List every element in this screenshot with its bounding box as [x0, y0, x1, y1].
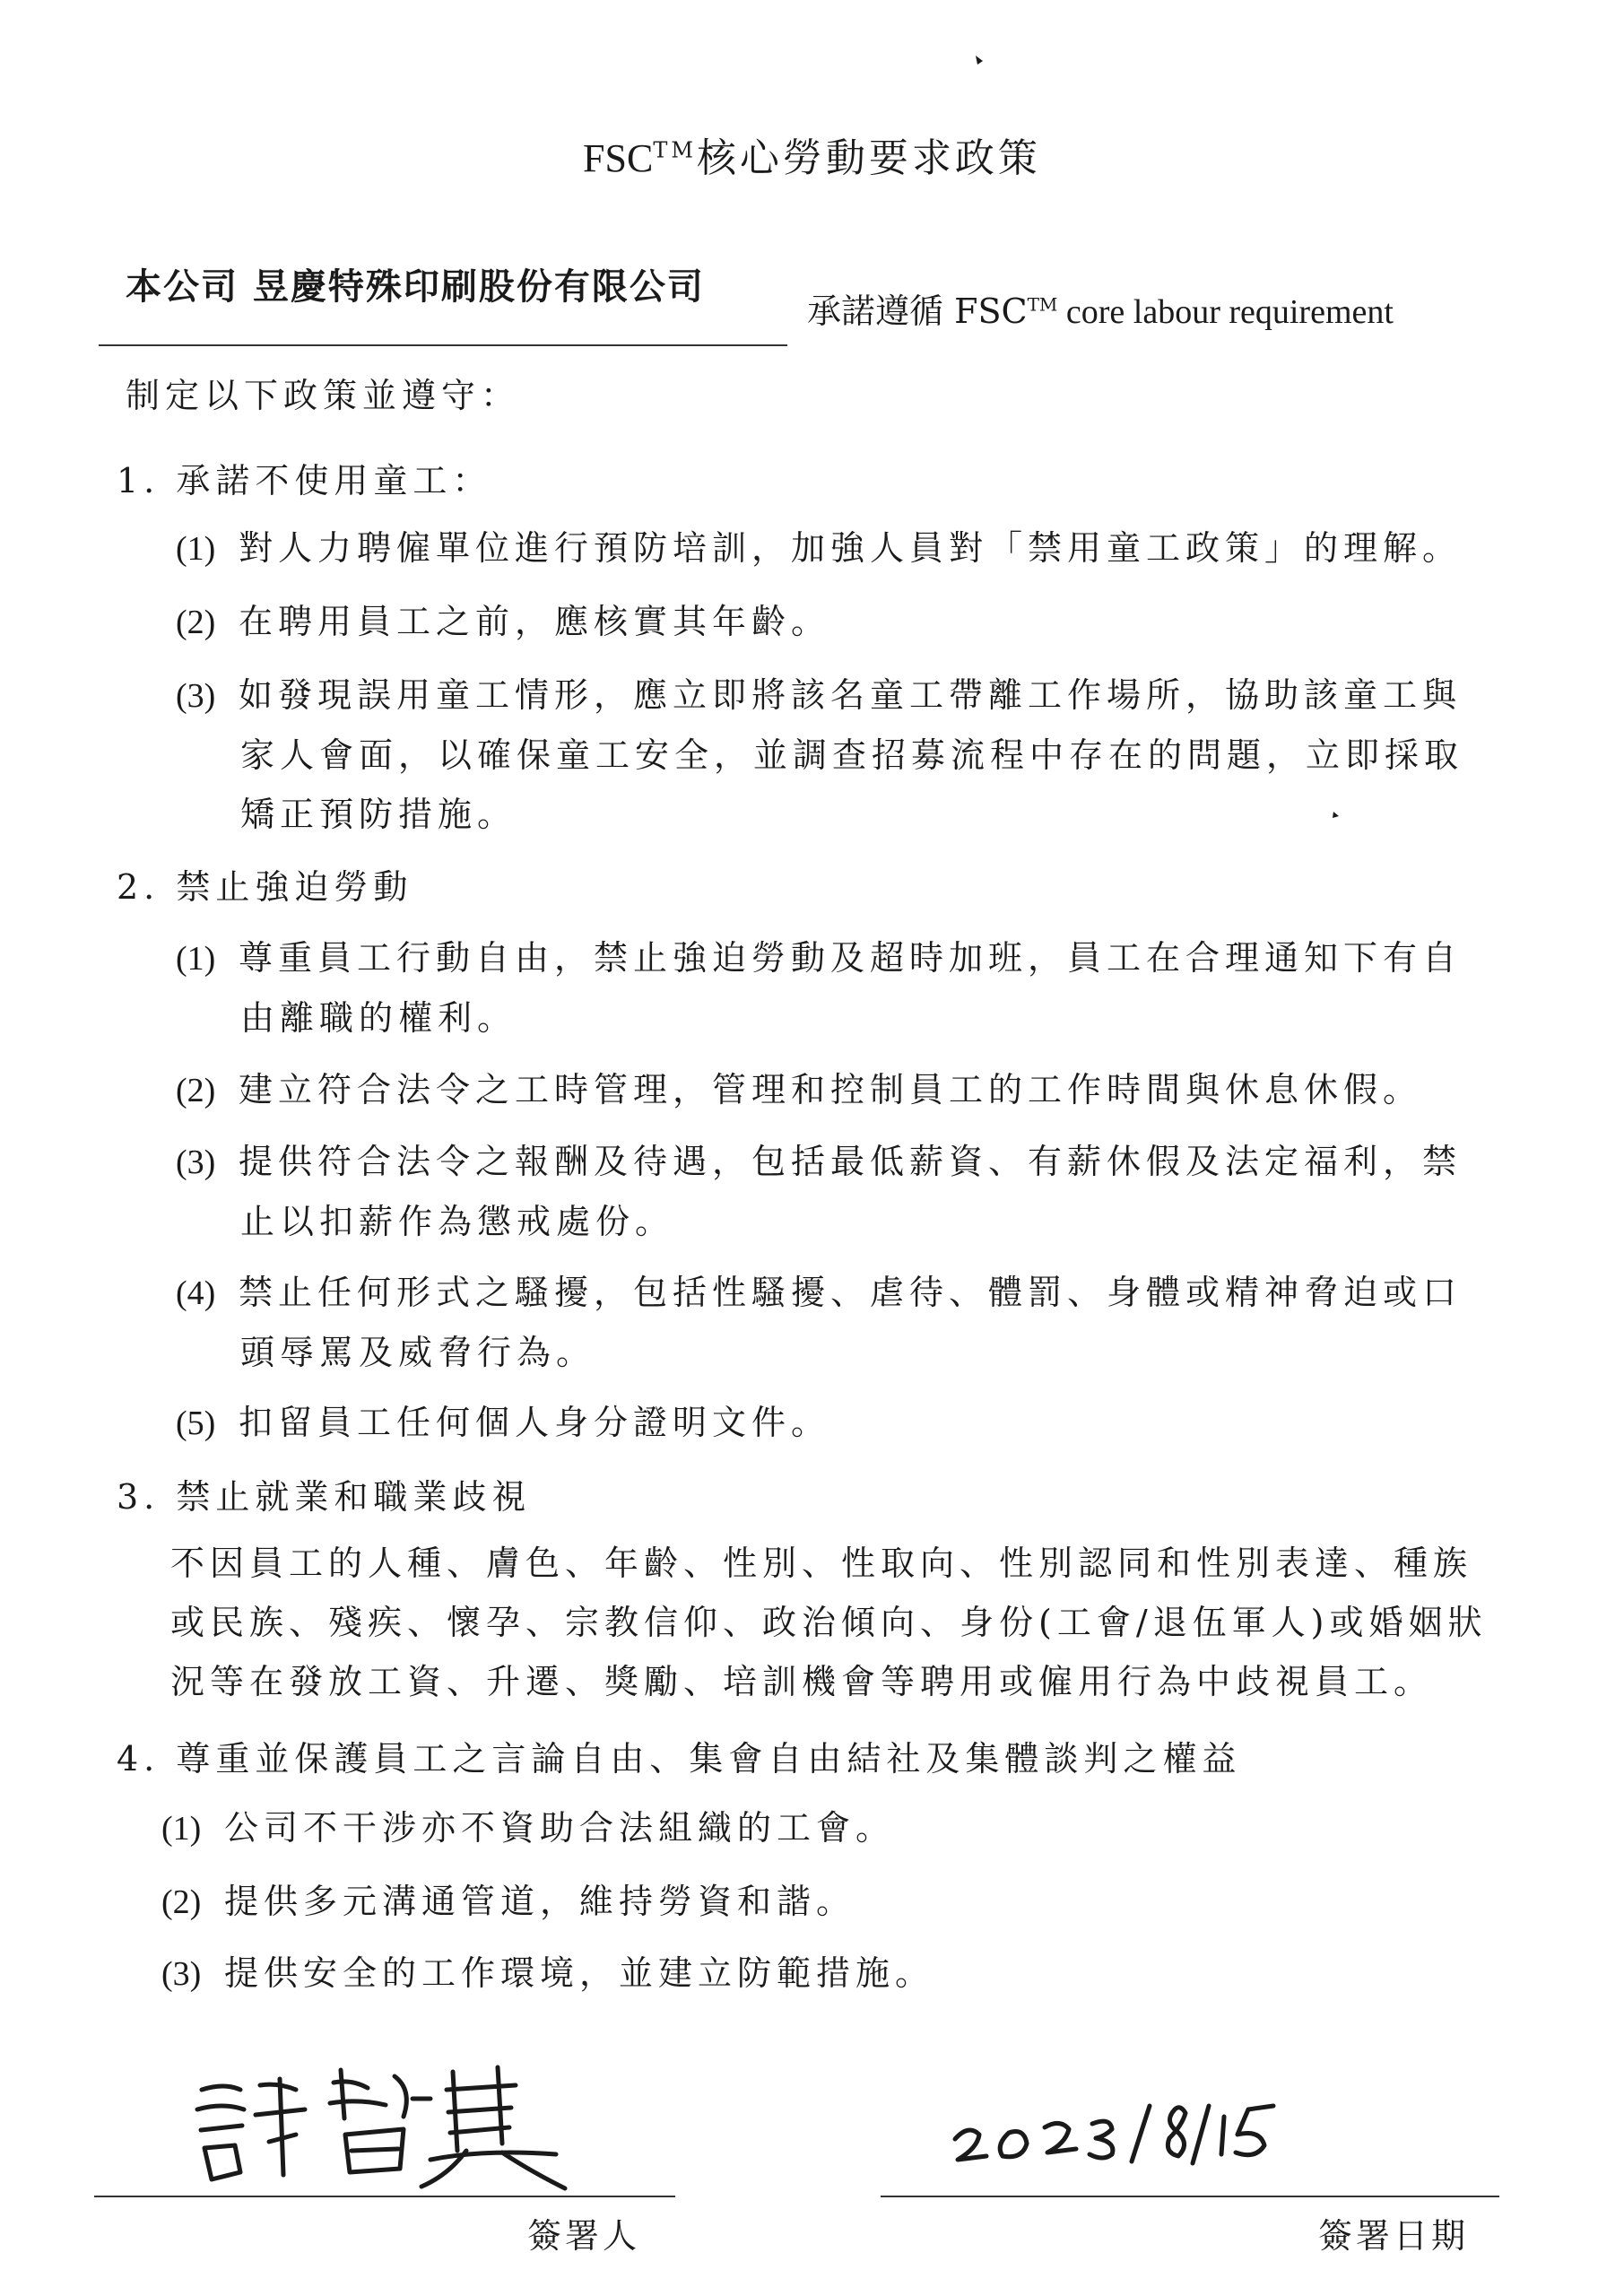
scan-specks: [976, 56, 1339, 818]
item-number: (1): [161, 1810, 202, 1848]
item-number: (5): [176, 1405, 216, 1442]
item-text: 提供多元溝通管道，維持勞資和諧。: [224, 1882, 856, 1921]
item-number: (1): [176, 530, 216, 568]
company-name: 本公司 昱慶特殊印刷股份有限公司: [126, 265, 705, 308]
signer-line: [94, 2196, 675, 2197]
section-heading: 2. 禁止強迫勞動: [117, 867, 413, 907]
commitment-prefix: 承諾遵循 FSC: [807, 291, 1028, 331]
handwritten-date: [955, 2106, 1273, 2163]
item-text: 在聘用員工之前，應核實其年齡。: [239, 602, 831, 641]
item-text: 禁止任何形式之騷擾，包括性騷擾、虐待、體罰、身體或精神脅迫或口: [239, 1273, 1463, 1312]
title-trademark: TM: [653, 137, 697, 163]
section-heading: 3. 禁止就業和職業歧視: [117, 1477, 532, 1517]
title-prefix: FSC: [583, 136, 654, 180]
item-text: 對人力聘僱單位進行預防培訓，加強人員對「禁用童工政策」的理解。: [239, 528, 1463, 568]
item-continuation: 矯正預防措施。: [240, 795, 517, 834]
item-text: 扣留員工任何個人身分證明文件。: [239, 1403, 831, 1442]
paragraph-line: 況等在發放工資、升遷、獎勵、培訓機會等聘用或僱用行為中歧視員工。: [170, 1662, 1434, 1701]
item-text: 如發現誤用童工情形，應立即將該名童工帶離工作場所，協助該童工與: [239, 675, 1463, 715]
item-text: 提供安全的工作環境，並建立防範措施。: [224, 1953, 935, 1993]
section-heading: 1. 承諾不使用童工：: [117, 461, 492, 500]
item-text: 公司不干涉亦不資助合法組織的工會。: [224, 1808, 896, 1848]
item-continuation: 由離職的權利。: [240, 998, 517, 1038]
item-continuation: 止以扣薪作為懲戒處份。: [240, 1202, 675, 1241]
date-line: [881, 2196, 1499, 2197]
item-number: (4): [176, 1274, 216, 1312]
commitment-suffix: core labour requirement: [1057, 293, 1394, 331]
item-number: (1): [176, 940, 216, 978]
commitment-trademark: TM: [1027, 293, 1058, 316]
item-number: (3): [176, 1144, 216, 1181]
item-number: (2): [161, 1883, 202, 1921]
section-heading: 4. 尊重並保護員工之言論自由、集會自由結社及集體談判之權益: [117, 1739, 1242, 1779]
paragraph-line: 不因員工的人種、膚色、年齡、性別、性取向、性別認同和性別表達、種族: [170, 1544, 1473, 1583]
handwritten-signature: [197, 2067, 565, 2188]
item-text: 建立符合法令之工時管理，管理和控制員工的工作時間與休息休假。: [239, 1070, 1423, 1109]
date-label: 簽署日期: [1318, 2216, 1470, 2256]
paragraph-line: 或民族、殘疾、懷孕、宗教信仰、政治傾向、身份(工會/退伍軍人)或婚姻狀: [170, 1603, 1488, 1642]
item-continuation: 頭辱罵及威脅行為。: [240, 1333, 596, 1372]
item-continuation: 家人會面，以確保童工安全，並調查招募流程中存在的問題，立即採取: [240, 735, 1464, 775]
item-number: (3): [176, 677, 216, 715]
item-text: 尊重員工行動自由，禁止強迫勞動及超時加班，員工在合理通知下有自: [239, 938, 1463, 978]
item-number: (2): [176, 604, 216, 641]
item-number: (3): [161, 1955, 202, 1993]
item-text: 提供符合法令之報酬及待遇，包括最低薪資、有薪休假及法定福利，禁: [239, 1142, 1463, 1181]
signer-label: 簽署人: [527, 2216, 641, 2256]
item-number: (2): [176, 1072, 216, 1109]
title-suffix: 核心勞動要求政策: [696, 135, 1041, 181]
intro-text: 制定以下政策並遵守：: [126, 376, 521, 415]
